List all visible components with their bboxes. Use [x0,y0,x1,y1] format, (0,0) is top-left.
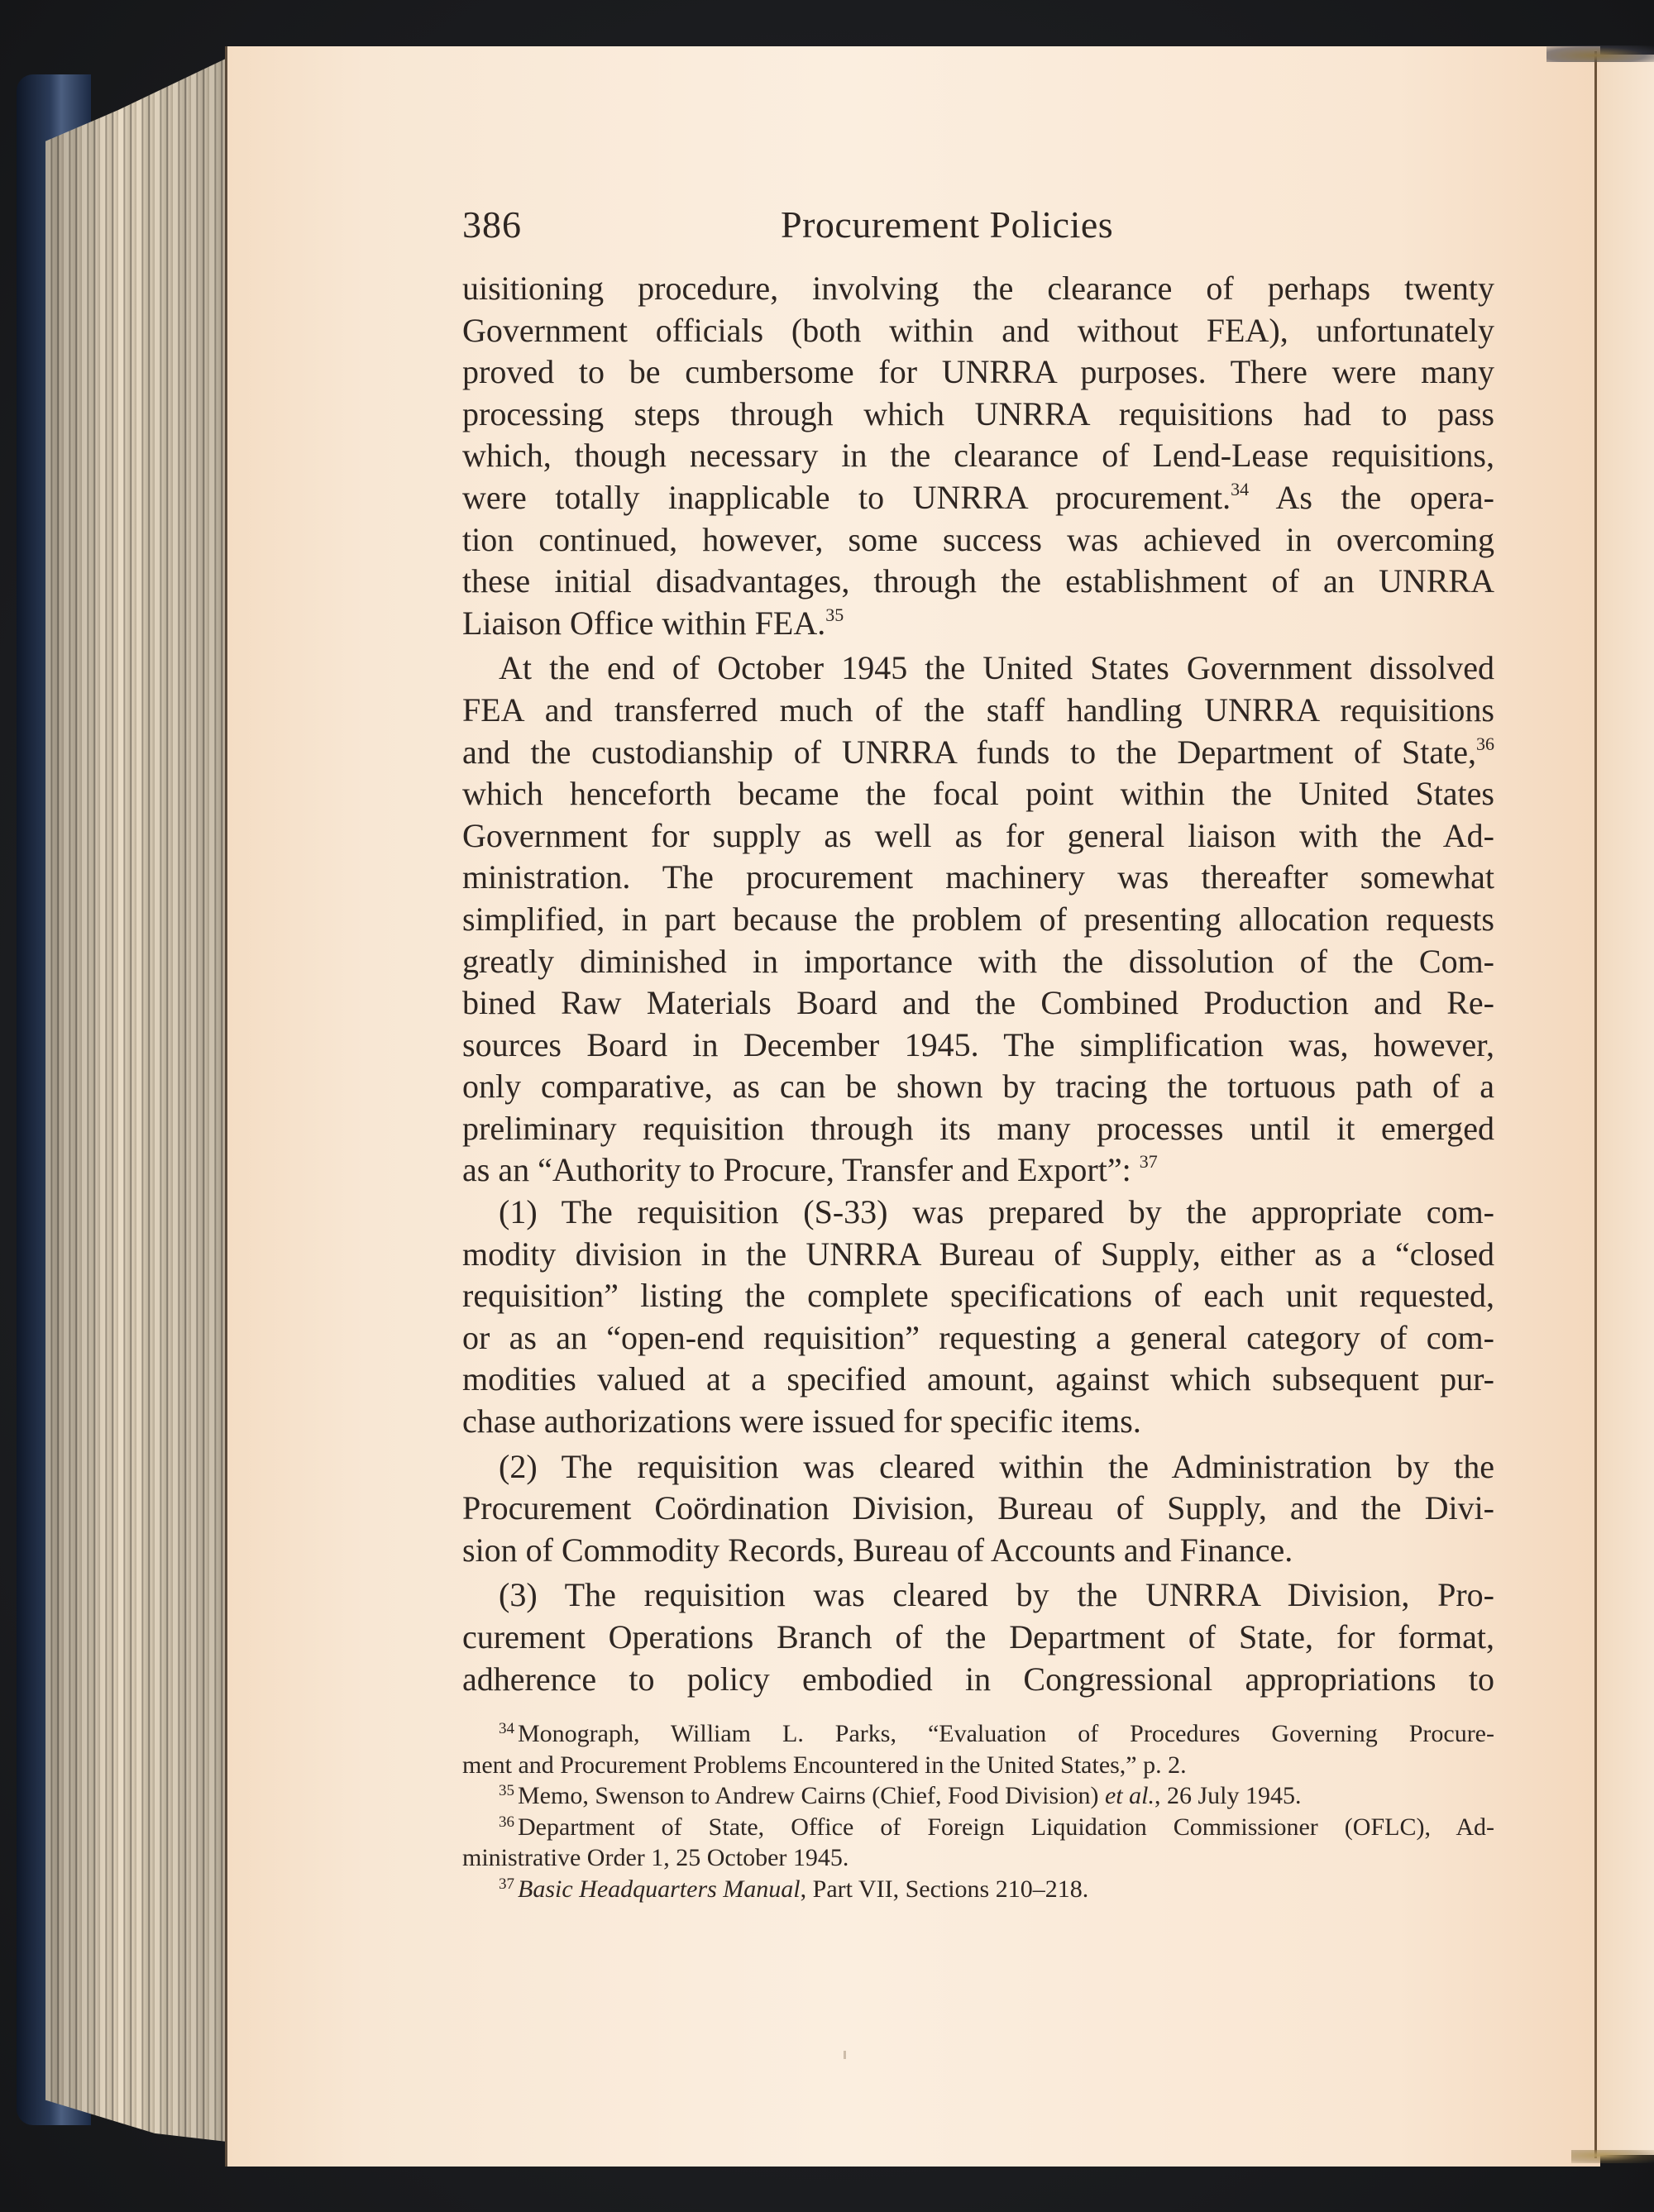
footnote-35 [462,1780,1494,1812]
body-line: which henceforth became the focal point within the United States [462,775,1494,813]
body-line: bined Raw Materials Board and the Combined Production and Re- [462,984,1494,1022]
spine-bottom-wear [1571,2150,1654,2163]
line-text: As the opera- [1249,478,1494,516]
body-line: FEA and transferred much of the staff handling UNRRA requisitions [462,690,1494,729]
footnote-number: 37 [499,1875,514,1893]
body-line [462,1149,1494,1192]
footnote-36 [462,1812,1494,1874]
footnote-italic: Basic Headquarters Manual [518,1875,801,1903]
body-line: processing steps through which UNRRA requisitions had to pass [462,394,1494,432]
body-line: requisition” listing the complete specifications of each unit requested, [462,1277,1494,1315]
page-edges-shadow [45,58,227,2142]
footnote-number: 35 [499,1782,514,1800]
body-line: greatly diminished in importance with the dissolution of the Com- [462,942,1494,980]
body-line: or as an “open-end requisition” requesting a general category of com- [462,1318,1494,1356]
facing-page-edge [1597,55,1654,2155]
footnotes [462,1718,1494,1904]
footnote-text: Department of State, Office of Foreign Liquidation Commissioner (OFLC), Ad- [518,1813,1494,1841]
body-line: which, though necessary in the clearance of Lend-Lease requisitions, [462,437,1494,475]
body-line: Government for supply as well as for general liaison with the Ad- [462,816,1494,854]
running-head [462,198,1494,256]
body-line [462,477,1494,519]
line-text: were totally inapplicable to UNRRA procurement. [462,478,1231,516]
body-line: these initial disadvantages, through the establishment of an UNRRA [462,562,1494,600]
footnote-37 [462,1874,1494,1905]
footnote-ref-37[interactable]: 37 [1139,1151,1158,1173]
footnote-line [462,1812,1494,1843]
body-line: Government officials (both within and without FEA), unfortunately [462,311,1494,349]
footnote-line: ment and Procurement Problems Encountered in the United States,” p. 2. [462,1751,1187,1779]
body-line: modities valued at a specified amount, against which subsequent pur- [462,1360,1494,1398]
body-line: modity division in the UNRRA Bureau of Supply, either as a “closed [462,1235,1494,1273]
running-title: Procurement Policies [781,203,1114,246]
body-line: ministration. The procurement machinery was thereafter somewhat [462,858,1494,896]
page-gutter [1594,51,1597,2158]
footnote-line [462,1718,1494,1750]
body-line [462,732,1494,774]
footnote-line [462,1780,1494,1812]
footnote-text: Monograph, William L. Parks, “Evaluation of Procedures Governing Procure- [518,1720,1494,1748]
footnote-italic: et al. [1104,1782,1154,1810]
footnote-ref-35[interactable]: 35 [825,604,844,625]
spine-top-wear [1546,45,1654,62]
body-line [462,603,1494,645]
footnote-ref-36[interactable]: 36 [1476,733,1494,754]
page-text-block [462,198,1494,1904]
footnote-line: ministrative Order 1, 25 October 1945. [462,1844,849,1872]
body-line: chase authorizations were issued for specific items. [462,1402,1141,1440]
page-number: 386 [462,203,522,246]
body-line: curement Operations Branch of the Department of State, for format, [462,1618,1494,1655]
footnote-34 [462,1718,1494,1780]
body-line: proved to be cumbersome for UNRRA purposes. There were many [462,353,1494,391]
footnote-number: 34 [499,1720,514,1738]
footnote-text: Memo, Swenson to Andrew Cairns (Chief, Food Division) [518,1782,1105,1810]
body-line: adherence to policy embodied in Congressional appropriations to [462,1660,1494,1698]
body-line: simplified, in part because the problem of presenting allocation requests [462,900,1494,938]
body-line: Procurement Coördination Division, Bureau of Supply, and the Divi- [462,1489,1494,1527]
footnote-number: 36 [499,1813,514,1831]
body-line: sion of Commodity Records, Bureau of Accounts and Finance. [462,1531,1293,1569]
list-item-3-line: (3) The requisition was cleared by the UNRRA Division, Pro- [499,1576,1494,1614]
body-line: tion continued, however, some success was achieved in overcoming [462,520,1494,558]
body-line: only comparative, as can be shown by tracing the tortuous path of a [462,1068,1494,1106]
footnote-line [462,1874,1494,1905]
line-text: as an “Authority to Procure, Transfer and Export”: [462,1151,1140,1189]
body-line: preliminary requisition through its many processes until it emerged [462,1109,1494,1147]
list-item-2-line: (2) The requisition was cleared within the Administration by the [499,1447,1494,1485]
footnote-ref-34[interactable]: 34 [1231,478,1250,499]
body-line: At the end of October 1945 the United States Government dissolved [499,649,1494,687]
footnote-text: , 26 July 1945. [1154,1782,1302,1810]
paper-speck [844,2051,846,2059]
list-item-1-line: (1) The requisition (S-33) was prepared by the appropriate com- [499,1193,1494,1231]
body-line: sources Board in December 1945. The simplification was, however, [462,1025,1494,1063]
body-text [462,268,1494,1700]
footnote-text: , Part VII, Sections 210–218. [800,1875,1089,1903]
line-text: and the custodianship of UNRRA funds to the Department of State, [462,733,1476,771]
line-text: Liaison Office within FEA. [462,604,826,642]
body-line: uisitioning procedure, involving the clearance of perhaps twenty [462,270,1494,307]
